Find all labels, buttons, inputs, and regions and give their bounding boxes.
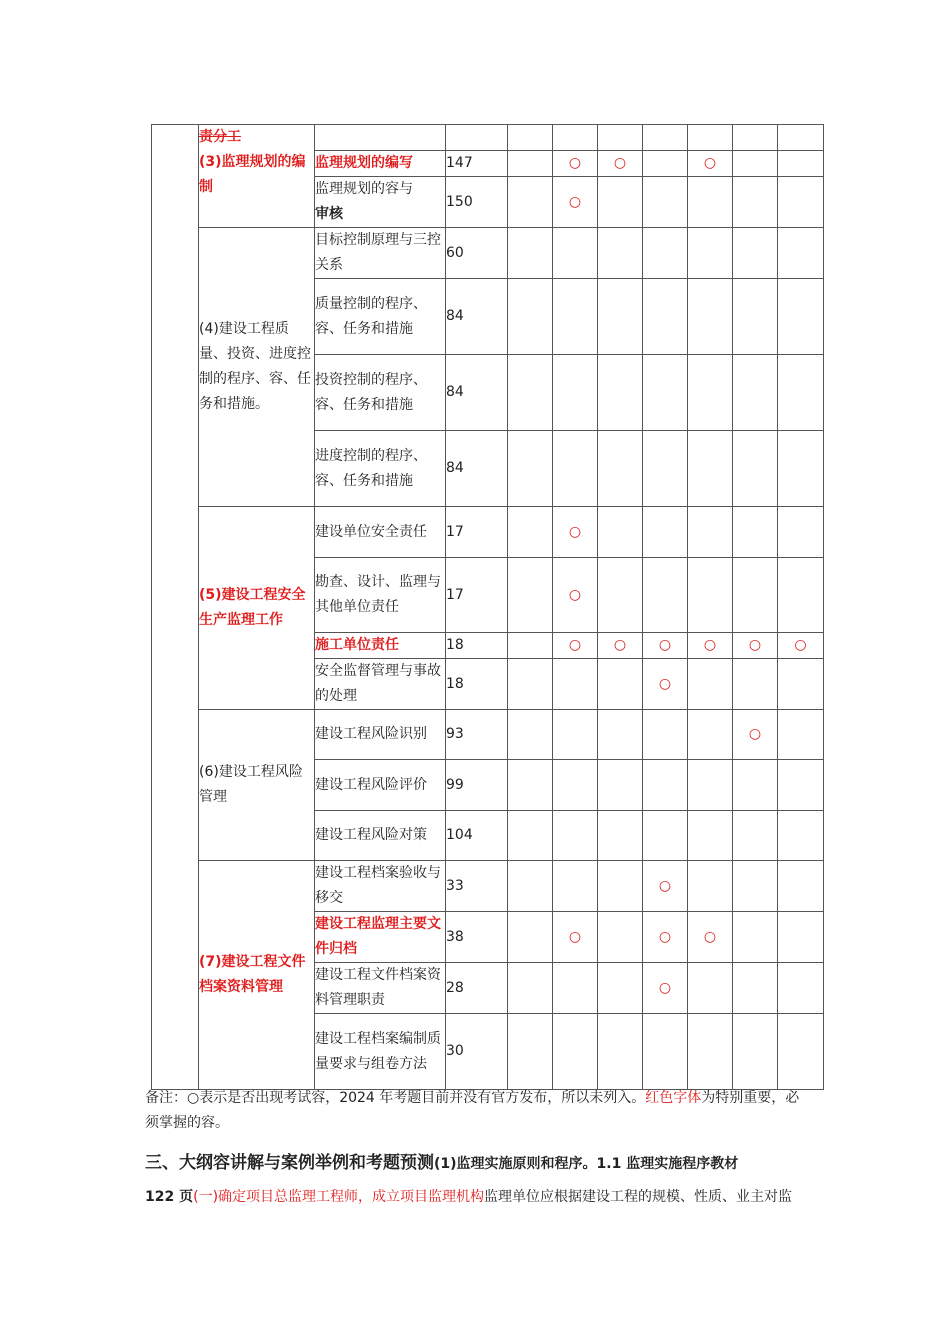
empty-cell bbox=[688, 279, 733, 355]
empty-cell bbox=[778, 861, 824, 912]
empty-cell bbox=[778, 177, 824, 228]
empty-cell bbox=[643, 507, 688, 558]
empty-cell bbox=[598, 659, 643, 710]
paragraph-red-text: (一)确定项目总监理工程师，成立项目监理机构 bbox=[193, 1189, 485, 1205]
empty-cell bbox=[508, 861, 553, 912]
empty-cell bbox=[733, 811, 778, 861]
empty-cell bbox=[508, 912, 553, 963]
empty-cell bbox=[553, 355, 598, 431]
empty-cell bbox=[553, 125, 598, 151]
empty-cell bbox=[508, 963, 553, 1014]
page-number-cell: 84 bbox=[446, 355, 508, 431]
empty-cell bbox=[508, 1014, 553, 1090]
topic-cell bbox=[315, 177, 446, 228]
empty-cell bbox=[315, 125, 446, 151]
empty-cell bbox=[778, 228, 824, 279]
exam-circle-mark: ○ bbox=[643, 963, 688, 1014]
page-number-cell: 60 bbox=[446, 228, 508, 279]
heading-sub: (1)监理实施原则和程序。1.1 监理实施程序教材 bbox=[434, 1156, 739, 1172]
empty-cell bbox=[688, 963, 733, 1014]
empty-cell bbox=[598, 228, 643, 279]
empty-cell bbox=[778, 963, 824, 1014]
empty-cell bbox=[643, 760, 688, 811]
empty-cell bbox=[508, 811, 553, 861]
empty-cell bbox=[778, 431, 824, 507]
section-label: (3)监理规划的编制 bbox=[199, 154, 306, 195]
topic-cell: 投资控制的程序、容、任务和措施 bbox=[315, 355, 446, 431]
empty-cell bbox=[733, 912, 778, 963]
empty-cell bbox=[733, 125, 778, 151]
empty-cell bbox=[508, 507, 553, 558]
topic-cell: 目标控制原理与三控关系 bbox=[315, 228, 446, 279]
exam-circle-mark: ○ bbox=[643, 633, 688, 659]
exam-circle-mark: ○ bbox=[733, 710, 778, 760]
empty-cell bbox=[508, 760, 553, 811]
empty-cell bbox=[553, 431, 598, 507]
page-number-cell: 38 bbox=[446, 912, 508, 963]
section-cell: (4)建设工程质量、投资、进度控制的程序、容、任务和措施。 bbox=[199, 228, 315, 507]
empty-cell bbox=[688, 125, 733, 151]
empty-cell bbox=[733, 177, 778, 228]
empty-cell bbox=[778, 125, 824, 151]
empty-cell bbox=[643, 431, 688, 507]
empty-cell bbox=[598, 279, 643, 355]
empty-cell bbox=[598, 912, 643, 963]
section-label-continued: 责分工 bbox=[199, 129, 241, 145]
empty-cell bbox=[688, 507, 733, 558]
topic-cell: 建设工程风险评价 bbox=[315, 760, 446, 811]
topic-text-bold: 审核 bbox=[315, 206, 343, 222]
empty-cell bbox=[778, 507, 824, 558]
empty-cell bbox=[508, 279, 553, 355]
exam-circle-mark: ○ bbox=[553, 151, 598, 177]
topic-cell: 建设工程文件档案资料管理职责 bbox=[315, 963, 446, 1014]
topic-cell: 建设工程风险对策 bbox=[315, 811, 446, 861]
empty-cell bbox=[733, 431, 778, 507]
page-number-cell: 18 bbox=[446, 633, 508, 659]
empty-cell bbox=[688, 659, 733, 710]
empty-cell bbox=[733, 861, 778, 912]
footnote-text: 备注：○表示是否出现考试容，2024 年考题目前并没有官方发布，所以未列入。 bbox=[145, 1090, 646, 1106]
table-row bbox=[152, 710, 824, 760]
empty-cell bbox=[553, 760, 598, 811]
topic-text: 监理规划的容与 bbox=[315, 181, 413, 197]
empty-cell bbox=[778, 1014, 824, 1090]
empty-cell bbox=[688, 861, 733, 912]
page-number-cell: 30 bbox=[446, 1014, 508, 1090]
empty-cell bbox=[733, 228, 778, 279]
empty-cell bbox=[598, 963, 643, 1014]
empty-cell bbox=[688, 760, 733, 811]
empty-cell bbox=[733, 507, 778, 558]
empty-cell bbox=[508, 659, 553, 710]
section-cell bbox=[199, 125, 315, 228]
exam-circle-mark: ○ bbox=[553, 177, 598, 228]
exam-circle-mark: ○ bbox=[688, 151, 733, 177]
empty-cell bbox=[553, 811, 598, 861]
empty-cell bbox=[688, 355, 733, 431]
empty-cell bbox=[508, 558, 553, 633]
topic-cell: 监理规划的编写 bbox=[315, 151, 446, 177]
empty-cell bbox=[508, 151, 553, 177]
empty-cell bbox=[778, 811, 824, 861]
empty-cell bbox=[733, 963, 778, 1014]
heading-main: 三、大纲容讲解与案例举例和考题预测 bbox=[145, 1153, 434, 1173]
empty-cell bbox=[688, 811, 733, 861]
empty-cell bbox=[733, 760, 778, 811]
empty-cell bbox=[778, 279, 824, 355]
empty-cell bbox=[643, 151, 688, 177]
empty-cell bbox=[778, 760, 824, 811]
page-number-cell: 17 bbox=[446, 558, 508, 633]
empty-cell bbox=[508, 125, 553, 151]
page-number-cell: 147 bbox=[446, 151, 508, 177]
empty-cell bbox=[508, 228, 553, 279]
table-row bbox=[152, 125, 824, 151]
page-number-cell: 93 bbox=[446, 710, 508, 760]
empty-cell bbox=[778, 151, 824, 177]
empty-cell bbox=[733, 279, 778, 355]
empty-cell bbox=[598, 861, 643, 912]
empty-cell bbox=[688, 228, 733, 279]
empty-cell bbox=[778, 659, 824, 710]
empty-cell bbox=[598, 431, 643, 507]
empty-cell bbox=[688, 1014, 733, 1090]
page-number-cell: 33 bbox=[446, 861, 508, 912]
table-row bbox=[152, 861, 824, 912]
body-paragraph bbox=[145, 1186, 845, 1206]
page-number-cell: 99 bbox=[446, 760, 508, 811]
section-cell: (5)建设工程安全生产监理工作 bbox=[199, 507, 315, 710]
exam-circle-mark: ○ bbox=[553, 633, 598, 659]
empty-cell bbox=[508, 177, 553, 228]
empty-cell bbox=[643, 177, 688, 228]
page-number-cell: 17 bbox=[446, 507, 508, 558]
empty-cell bbox=[508, 633, 553, 659]
empty-cell bbox=[553, 228, 598, 279]
empty-cell bbox=[733, 558, 778, 633]
empty-cell bbox=[688, 710, 733, 760]
exam-circle-mark: ○ bbox=[643, 861, 688, 912]
empty-cell bbox=[598, 710, 643, 760]
exam-circle-mark: ○ bbox=[598, 151, 643, 177]
empty-cell bbox=[553, 659, 598, 710]
empty-cell bbox=[643, 228, 688, 279]
topic-cell: 质量控制的程序、容、任务和措施 bbox=[315, 279, 446, 355]
empty-cell bbox=[733, 355, 778, 431]
footnote-text-end: 为特别重要，必须掌握的容。 bbox=[145, 1090, 800, 1131]
empty-cell bbox=[553, 710, 598, 760]
page-number-cell: 84 bbox=[446, 279, 508, 355]
empty-cell bbox=[643, 710, 688, 760]
topic-cell: 建设工程档案编制质量要求与组卷方法 bbox=[315, 1014, 446, 1090]
page-number-cell: 84 bbox=[446, 431, 508, 507]
empty-cell bbox=[598, 177, 643, 228]
empty-cell bbox=[643, 355, 688, 431]
exam-circle-mark: ○ bbox=[778, 633, 824, 659]
topic-cell: 施工单位责任 bbox=[315, 633, 446, 659]
empty-cell bbox=[446, 125, 508, 151]
exam-circle-mark: ○ bbox=[733, 633, 778, 659]
empty-cell bbox=[598, 811, 643, 861]
empty-cell bbox=[508, 710, 553, 760]
page-number-cell: 18 bbox=[446, 659, 508, 710]
empty-cell bbox=[553, 279, 598, 355]
empty-cell bbox=[598, 355, 643, 431]
empty-cell bbox=[553, 963, 598, 1014]
section-cell: (6)建设工程风险管理 bbox=[199, 710, 315, 861]
empty-cell bbox=[688, 177, 733, 228]
empty-cell bbox=[733, 151, 778, 177]
empty-cell bbox=[778, 710, 824, 760]
empty-cell bbox=[778, 912, 824, 963]
table-footnote bbox=[145, 1086, 810, 1136]
topic-cell: 建设工程监理主要文件归档 bbox=[315, 912, 446, 963]
empty-cell bbox=[688, 431, 733, 507]
page-number-cell: 28 bbox=[446, 963, 508, 1014]
paragraph-text: 监理单位应根据建设工程的规模、性质、业主对监 bbox=[484, 1189, 793, 1205]
empty-cell bbox=[553, 861, 598, 912]
empty-cell bbox=[553, 1014, 598, 1090]
empty-cell bbox=[688, 558, 733, 633]
empty-cell bbox=[508, 431, 553, 507]
topic-cell: 建设工程档案验收与移交 bbox=[315, 861, 446, 912]
exam-circle-mark: ○ bbox=[643, 659, 688, 710]
topic-cell: 安全监督管理与事故的处理 bbox=[315, 659, 446, 710]
empty-cell bbox=[643, 558, 688, 633]
topic-cell: 建设单位安全责任 bbox=[315, 507, 446, 558]
empty-cell bbox=[778, 355, 824, 431]
page-reference: 122 页 bbox=[145, 1189, 194, 1205]
footnote-red-text: 红色字体 bbox=[645, 1090, 702, 1106]
page-number-cell: 104 bbox=[446, 811, 508, 861]
empty-cell bbox=[733, 1014, 778, 1090]
exam-circle-mark: ○ bbox=[643, 912, 688, 963]
exam-circle-mark: ○ bbox=[553, 507, 598, 558]
exam-circle-mark: ○ bbox=[688, 633, 733, 659]
topic-cell: 建设工程风险识别 bbox=[315, 710, 446, 760]
left-blank-column bbox=[152, 125, 199, 1090]
empty-cell bbox=[598, 507, 643, 558]
table-row bbox=[152, 228, 824, 279]
exam-circle-mark: ○ bbox=[688, 912, 733, 963]
topic-cell: 勘查、设计、监理与其他单位责任 bbox=[315, 558, 446, 633]
empty-cell bbox=[598, 125, 643, 151]
section-heading bbox=[145, 1148, 845, 1173]
empty-cell bbox=[598, 1014, 643, 1090]
empty-cell bbox=[598, 760, 643, 811]
section-cell: (7)建设工程文件档案资料管理 bbox=[199, 861, 315, 1090]
empty-cell bbox=[643, 279, 688, 355]
topic-cell: 进度控制的程序、容、任务和措施 bbox=[315, 431, 446, 507]
empty-cell bbox=[643, 125, 688, 151]
empty-cell bbox=[643, 811, 688, 861]
empty-cell bbox=[733, 659, 778, 710]
exam-circle-mark: ○ bbox=[598, 633, 643, 659]
exam-circle-mark: ○ bbox=[553, 912, 598, 963]
exam-circle-mark: ○ bbox=[553, 558, 598, 633]
table-row bbox=[152, 507, 824, 558]
empty-cell bbox=[643, 1014, 688, 1090]
empty-cell bbox=[508, 355, 553, 431]
page-number-cell: 150 bbox=[446, 177, 508, 228]
empty-cell bbox=[778, 558, 824, 633]
empty-cell bbox=[598, 558, 643, 633]
exam-topic-table bbox=[151, 124, 824, 1090]
